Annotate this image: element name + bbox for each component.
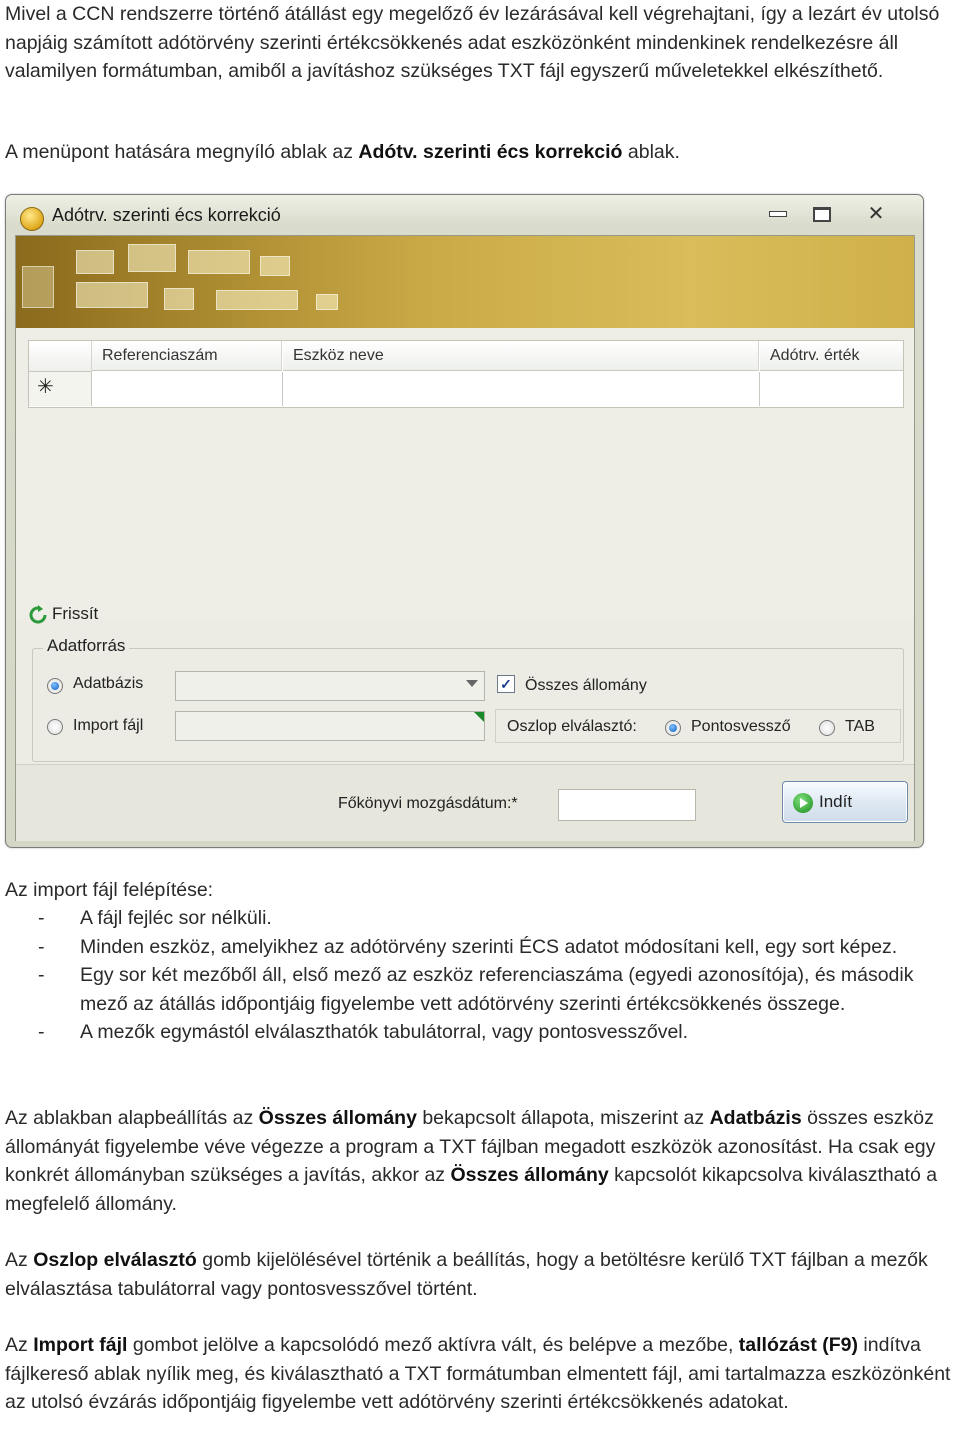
minimize-button[interactable] [758,203,798,225]
database-dropdown[interactable] [175,671,485,701]
bold-term: tallózást (F9) [738,1334,858,1356]
radio-tab-label: TAB [845,718,875,735]
start-button-label: Indít [819,792,853,811]
column-header-adotrv-ertek[interactable]: Adótrv. érték [760,341,903,371]
list-item: - A mezők egymástól elválaszthatók tabulátorral, vagy pontosvesszővel. [38,1018,960,1047]
chevron-down-icon [466,680,478,687]
new-row-icon: ✳ [37,376,54,398]
close-button[interactable] [856,203,896,225]
start-button[interactable] [782,781,908,823]
ledger-date-label: Főkönyvi mozgásdátum:* [338,795,518,812]
grid-row-header-corner [29,341,92,372]
data-source-group-label: Adatforrás [43,636,129,656]
text-span: összes eszköz állományát figyelembe véve végezze a program a TXT fájlban megadott eszközök azonosítást. Ha csak egy konkrét állományban szükséges a javítás, akkor az [5,1107,936,1186]
data-source-group [32,636,904,762]
title-bar[interactable] [6,195,923,235]
header-banner [16,236,914,328]
import-file-field[interactable] [175,711,485,741]
default-settings-paragraph [5,1104,957,1218]
list-item: - Minden eszköz, amelyikhez az adótörvény szerinti ÉCS adatot módosítani kell, egy sort képez. [38,933,960,962]
all-files-label: Összes állomány [525,677,647,694]
new-row-cell-eszkoz-neve[interactable] [283,372,760,406]
separator-label: Oszlop elválasztó: [507,718,637,735]
radio-database[interactable] [47,678,63,694]
bold-term: Összes állomány [258,1107,417,1129]
refresh-button[interactable] [28,604,98,625]
bold-term: Adatbázis [709,1107,802,1129]
radio-import-file-label: Import fájl [73,717,144,734]
refresh-icon [28,605,48,625]
window-title: Adótrv. szerinti écs korrekció [52,205,281,225]
bold-term: Import fájl [33,1334,128,1356]
column-header-eszkoz-neve[interactable]: Eszköz neve [283,341,759,371]
bold-term: Összes állomány [450,1164,609,1186]
new-row-cell-adotrv-ertek[interactable] [760,372,903,406]
correction-window [5,194,924,848]
data-grid-area [16,328,914,618]
all-files-checkbox[interactable]: ✓ [497,675,515,693]
maximize-icon [813,207,831,222]
play-icon [793,793,813,813]
app-icon [20,207,44,231]
structure-title: Az import fájl felépítése: [5,879,214,901]
maximize-button[interactable] [802,203,842,225]
menu-window-name: Adótv. szerinti écs korrekció [358,141,623,163]
text-span: bekapcsolt állapota, miszerint az [416,1107,710,1129]
radio-database-label: Adatbázis [73,675,144,692]
list-item: - Egy sor két mezőből áll, első mező az eszköz referenciaszáma (egyedi azonosítója), és második mező az átállás időpontjáig figyelembe vett adótörvény szerinti értékcsökkenés összege. [38,961,960,1018]
menu-text-1: A menüpont hatására megnyíló ablak az [5,141,359,163]
radio-semicolon-label: Pontosvessző [691,718,791,735]
import-paragraph [5,1331,957,1417]
separator-paragraph [5,1246,957,1303]
text-span: Az ablakban alapbeállítás az [5,1107,259,1129]
bold-term: Oszlop elválasztó [33,1249,197,1271]
radio-semicolon[interactable] [665,720,681,736]
ledger-date-input[interactable] [558,789,696,821]
menu-text-2: ablak. [622,141,680,163]
text-span: kapcsolót kikapcsolva kiválasztható a megfelelő állomány. [5,1164,938,1215]
text-span: gomb kijelölésével történik a beállítás, hogy a betöltésre kerülő TXT fájlban a mezők elválasztása tabulátorral vagy pontosvesszővel történt. [5,1249,928,1300]
minimize-icon [769,211,787,217]
intro-paragraph: Mivel a CCN rendszerre történő átállást egy megelőző év lezárásával kell végrehajtani, így a lezárt év utolsó napjáig számított adótörvény szerinti értékcsökkenés adat eszközönként mindenkinek rendelkezésre áll valamilyen formátumban, amiből a javításhoz szükséges TXT fájl egyszerű műveletekkel elkészíthető. [5,3,940,82]
browse-flag-icon [474,712,484,722]
list-item: - A fájl fejléc sor nélküli. [38,904,960,933]
new-row-cell-referenciaszam[interactable] [92,372,283,406]
text-span: Az [5,1334,34,1356]
window-client-area [15,235,915,841]
radio-import-file[interactable] [47,719,63,735]
menu-paragraph [5,138,957,167]
data-grid[interactable] [28,340,904,408]
window-footer [16,764,914,841]
column-header-referenciaszam[interactable]: Referenciaszám [92,341,282,371]
close-icon: ✕ [867,203,885,225]
text-span: indítva fájlkereső ablak nyílik meg, és kiválasztható a TXT formátumban elmentett fájl, ami tartalmazza eszközönként az utolsó évzárás időpontjáig figyelembe vett adótörvény szerinti értékcsökkenés adatokat. [5,1334,951,1413]
radio-tab[interactable] [819,720,835,736]
text-span: gombot jelölve a kapcsolódó mező aktívra vált, és belépve a mezőbe, [127,1334,739,1356]
text-span: Az [5,1249,34,1271]
refresh-label: Frissít [52,604,99,623]
structure-list [38,904,960,1047]
